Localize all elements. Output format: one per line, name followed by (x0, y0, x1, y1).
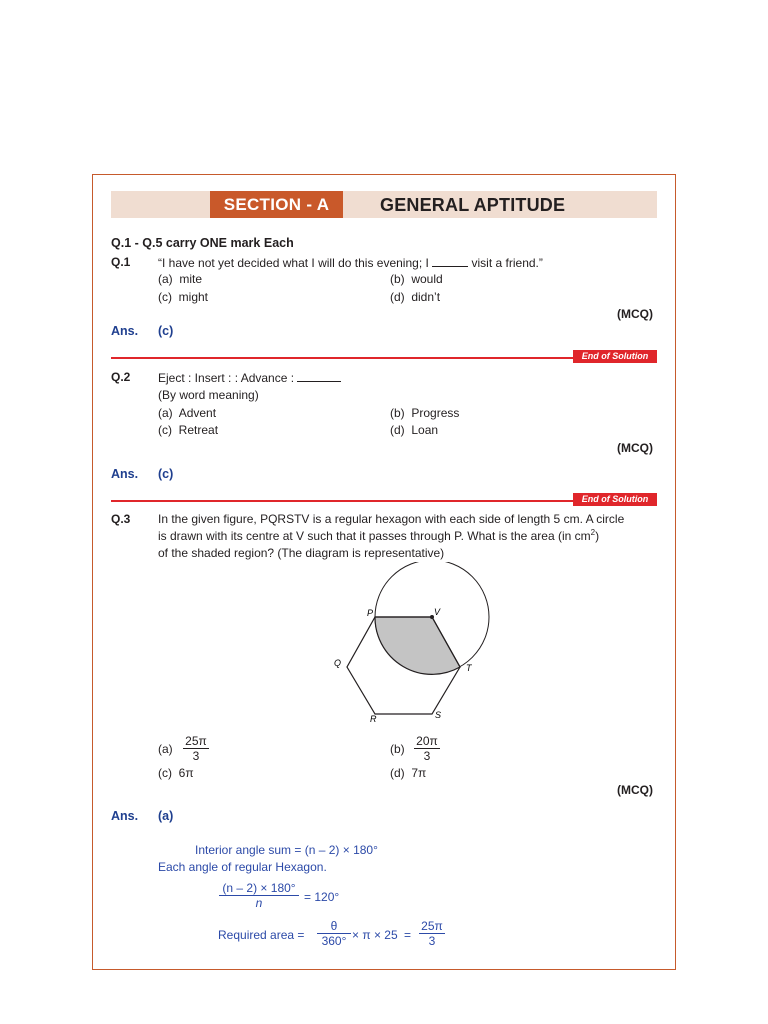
label-s: S (435, 710, 442, 720)
q1-option-c: (c) might (158, 290, 209, 304)
end-of-solution-rule (111, 500, 573, 502)
q3-type: (MCQ) (617, 783, 653, 797)
q3-option-a-fraction: $\frac{25\pi}{3}$ (183, 734, 209, 763)
q1-blank (432, 255, 468, 267)
label-t: T (466, 663, 472, 673)
section-title: GENERAL APTITUDE (380, 195, 566, 215)
label-v: V (434, 607, 441, 617)
q1-option-b: (b) would (390, 272, 443, 286)
q3-option-a-label: (a) (158, 742, 173, 756)
q3-ans-value: (a) (158, 809, 174, 823)
q1-text (158, 255, 543, 271)
solution-line1: Interior angle sum = (n – 2) × 180° (195, 843, 378, 857)
q1-text-after: visit a friend.” (471, 256, 543, 270)
q1-ans-label: Ans. (111, 324, 139, 338)
q2-hint: (By word meaning) (158, 388, 259, 402)
solution-required-area-label: Required area = (218, 928, 305, 942)
label-q: Q (334, 658, 342, 668)
q2-text: Eject : Insert : : Advance : (158, 370, 341, 386)
end-of-solution-tag: End of Solution (573, 350, 657, 363)
label-r: R (370, 714, 377, 724)
q3-option-c: (c) 6π (158, 766, 194, 780)
q3-number: Q.3 (111, 512, 131, 526)
q2-type: (MCQ) (617, 441, 653, 455)
solution-fraction-angle: $\frac{(n - 2) \times 180^\circ}{n}$ (219, 881, 299, 910)
q2-option-a: (a) Advent (158, 406, 217, 420)
q1-type: (MCQ) (617, 307, 653, 321)
label-p: P (367, 608, 374, 618)
q2-ans-label: Ans. (111, 467, 139, 481)
q3-ans-label: Ans. (111, 809, 139, 823)
end-of-solution-tag: End of Solution (573, 493, 657, 506)
q1-text-before: “I have not yet decided what I will do this evening; I (158, 256, 429, 270)
q3-line3: of the shaded region? (The diagram is representative) (158, 546, 445, 560)
q3-option-b-fraction: $\frac{20\pi}{3}$ (414, 734, 440, 763)
marks-intro: Q.1 - Q.5 carry ONE mark Each (111, 236, 294, 250)
q2-ans-value: (c) (158, 467, 174, 481)
q3-option-d: (d) 7π (390, 766, 427, 780)
hexagon-circle-figure (320, 562, 500, 732)
q2-blank (297, 370, 341, 382)
solution-angle-result: = 120° (304, 890, 340, 904)
q2-option-c: (c) Retreat (158, 423, 219, 437)
solution-multiplier: × π × 25 (352, 928, 398, 942)
q1-number: Q.1 (111, 255, 131, 269)
q3-line2: is drawn with its centre at V such that it passes through P. What is the area (in $cm^2$) (158, 528, 600, 543)
q1-option-a: (a) mite (158, 272, 203, 286)
q1-option-d: (d) didn’t (390, 290, 441, 304)
end-of-solution-rule (111, 357, 573, 359)
section-tag: SECTION - A (210, 191, 343, 218)
q2-option-d: (d) Loan (390, 423, 439, 437)
q3-line1: In the given figure, PQRSTV is a regular hexagon with each side of length 5 cm. A circle (158, 512, 625, 526)
q1-ans-value: (c) (158, 324, 174, 338)
solution-fraction-theta: $\frac{\theta}{360^\circ}$ (317, 919, 351, 948)
solution-result-fraction: $\frac{25\pi}{3}$ (419, 919, 445, 948)
solution-line2: Each angle of regular Hexagon. (158, 860, 327, 874)
q2-number: Q.2 (111, 370, 131, 384)
solution-equals: = (404, 928, 412, 942)
q2-option-b: (b) Progress (390, 406, 460, 420)
shaded-sector (375, 617, 460, 674)
q3-option-b-label: (b) (390, 742, 405, 756)
